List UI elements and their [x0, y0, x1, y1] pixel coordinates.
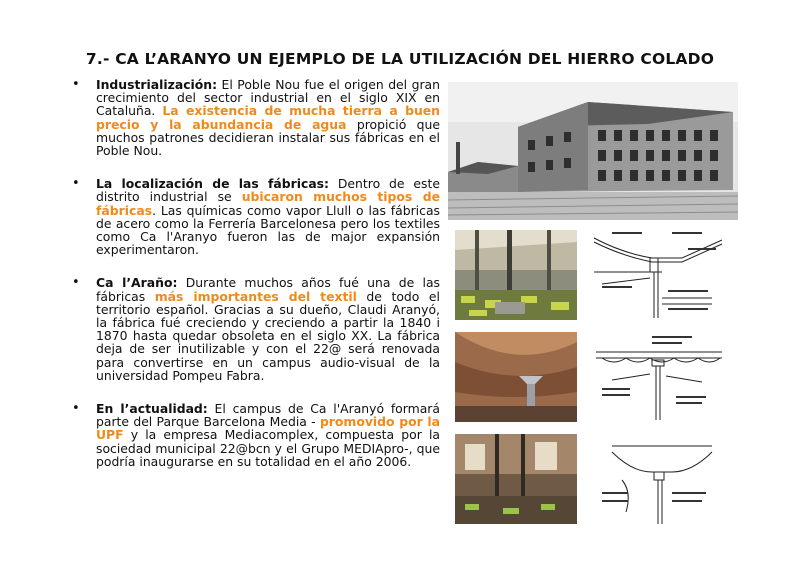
page-title: 7.- CA L’ARANYO UN EJEMPLO DE LA UTILIZACIÓN DEL HIERRO COLADO [85, 50, 715, 68]
item-text: El campus de Ca l'Aranyó formará parte del Parque Barcelona Media - [96, 401, 440, 430]
bullet-item-industrializacion [72, 78, 440, 157]
item-text-end: propició que muchos patrones decidieran instalar sus fábricas en el Poble Nou. [96, 116, 440, 159]
bullet-item-actualidad [72, 402, 440, 468]
column-drawing-1 [592, 228, 726, 318]
bullet-icon: • [72, 401, 80, 417]
item-text: Durante muchos años fué una de las fábricas [96, 275, 440, 304]
interior-photo-3 [455, 434, 577, 524]
item-heading: La localización de las fábricas: [96, 176, 330, 192]
item-heading: Ca l’Araño: [96, 275, 178, 291]
interior-photo-2 [455, 332, 577, 422]
item-highlight: más importantes del textil [154, 288, 357, 304]
item-text-end: . Las químicas como vapor Llull o las fábricas de acero como la Ferrería Barcelonesa pero los textiles como Ca l'Aranyo fueron las de major expansión experimentaron. [96, 202, 440, 258]
item-text: El Poble Nou fue el origen del gran crecimiento del sector industrial en el siglo XIX en Cataluña. [96, 77, 440, 119]
item-highlight: promovido por la UPF [96, 414, 440, 443]
interior-photo-1 [455, 230, 577, 320]
item-highlight: La existencia de mucha tierra a buen precio y la abundancia de agua [96, 103, 440, 132]
column-drawing-2 [592, 330, 726, 420]
bullet-icon: • [72, 77, 80, 92]
item-text-end: y la empresa Mediacomplex, compuesta por la sociedad municipal 22@bcn y el Grupo MEDIApro-, que podría inaugurarse en su totalidad en el año 2006. [96, 427, 440, 469]
bullet-item-localizacion [72, 177, 440, 256]
item-highlight: ubicaron muchos tipos de fábricas [96, 189, 440, 218]
text-column [72, 78, 440, 468]
bullet-icon: • [72, 176, 80, 192]
item-heading: En l’actualidad: [96, 401, 208, 417]
item-heading: Industrialización: [96, 77, 218, 92]
item-text-end: de todo el territorio español. Gracias a su dueño, Claudi Aranyó, la fábrica fué creciendo y creciendo a partir la 1840 i 1870 hasta quedar obsoleta en el siglo XX. La fábrica deja de ser inutilizable y con el 22@ será renovada para convertirse en un campus audio-visual de la universidad Pompeu Fabra. [96, 288, 440, 383]
item-text: Dentro de este distrito industrial se [96, 176, 440, 205]
bullet-icon: • [72, 275, 80, 291]
factory-engraving-image [448, 82, 738, 220]
column-drawing-3 [592, 432, 726, 524]
bullet-item-ca-larano [72, 276, 440, 382]
